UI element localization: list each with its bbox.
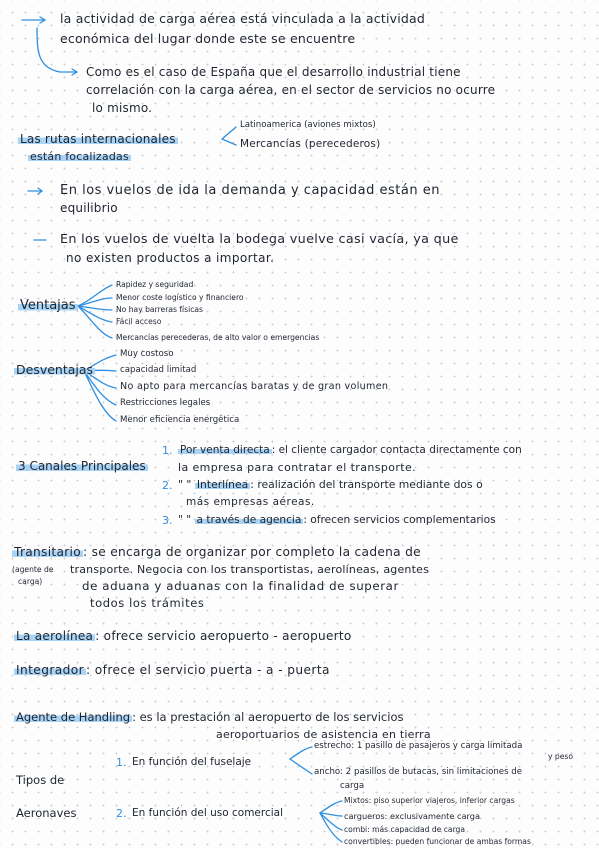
- ventajas-label-text: Ventajas: [20, 298, 76, 313]
- tipos-ancho: ancho: [314, 767, 341, 777]
- integrador-term: Integrador: [16, 663, 85, 677]
- canal-1-number: 1.: [162, 444, 173, 457]
- canal-2-text2: más empresas aéreas.: [186, 496, 315, 508]
- tipos-ancho-line: [314, 768, 522, 777]
- transitario-line2: transporte. Negocia con los transportistas, aerolíneas, agentes: [70, 563, 429, 576]
- outbound-line2: equilibrio: [60, 201, 118, 215]
- canal-3-text: : ofrecen servicios complementarios: [303, 514, 496, 526]
- transitario-line3: de aduana y aduanas con la finalidad de superar: [82, 579, 399, 593]
- transitario-note2: carga): [18, 577, 43, 586]
- tipos-estrecho-desc: : 1 pasillo de pasajeros y carga limitada: [351, 741, 523, 751]
- transitario-note1: (agente de: [12, 565, 54, 574]
- ventajas-item-3: Fácil acceso: [116, 317, 162, 326]
- tipos-estrecho-desc2: y peso: [548, 752, 574, 761]
- transitario-term: Transitario: [14, 545, 81, 559]
- routes-label1: Las rutas internacionales: [20, 132, 176, 146]
- canal-2-ditto: " ": [178, 478, 192, 491]
- desventajas-item-0: Muy costoso: [120, 349, 174, 359]
- routes-label2: están focalizadas: [30, 150, 129, 163]
- ventajas-item-1: Menor coste logístico y financiero: [116, 293, 244, 302]
- handling-term: Agente de Handling: [16, 710, 131, 724]
- integrador-line: [14, 664, 330, 676]
- desventajas-label: [14, 364, 95, 377]
- desventajas-item-2: No apto para mercancías baratas y de gran volumen: [120, 381, 389, 392]
- routes-item2: Mercancías (perecederos): [240, 138, 381, 150]
- intro-line2: económica del lugar donde este se encuentre: [60, 31, 356, 46]
- desventajas-item-3: Restricciones legales: [120, 398, 211, 408]
- tipos-estrecho: estrecho: [314, 741, 352, 751]
- canal-3-number: 3.: [162, 514, 173, 527]
- ventajas-item-2: No hay barreras físicas: [116, 305, 203, 314]
- intro-sub3: lo mismo.: [92, 101, 153, 115]
- transitario-text1: : se encarga de organizar por completo la cadena de: [83, 545, 421, 559]
- tipos-combi: combi: más capacidad de carga: [344, 825, 466, 834]
- desventajas-item-1: capacidad limitad: [120, 365, 197, 375]
- intro-line1: la actividad de carga aérea está vinculada a la actividad: [60, 11, 426, 26]
- ventajas-label: [18, 299, 78, 312]
- ventajas-item-0: Rapidez y seguridad: [116, 280, 194, 289]
- canal-3-ditto: " ": [178, 514, 192, 526]
- canales-label-text: 3 Canales Principales: [18, 459, 146, 473]
- tipos-ancho-desc: : 2 pasillos de butacas, sin limitaciones de: [340, 767, 523, 777]
- outbound-line1: En los vuelos de ida la demanda y capacidad están en: [60, 183, 440, 198]
- aerolinea-text: : ofrece servicio aeropuerto - aeropuerto: [95, 629, 352, 643]
- routes-label-2: [28, 151, 131, 162]
- transitario-line4: todos los trámites: [90, 596, 205, 610]
- tipos-mixtos: Mixtos: piso superior viajeros, inferior cargas: [344, 796, 515, 805]
- canal-1: [178, 445, 522, 456]
- aerolinea-line: [14, 630, 352, 642]
- tipos-f2-number: 2.: [116, 807, 127, 820]
- tipos-label2: Aeronaves: [16, 806, 77, 820]
- intro-sub2: correlación con la carga aérea, en el sector de servicios no ocurre: [86, 83, 496, 97]
- routes-item1: Latinoamerica (aviones mixtos): [240, 120, 376, 130]
- tipos-convertibles: convertibles: pueden funcionar de ambas formas: [344, 837, 531, 846]
- canal-2: [178, 480, 483, 491]
- canal-3-title: a través de agencia: [196, 514, 302, 526]
- canal-1-text2: la empresa para contratar el transporte.: [178, 461, 417, 474]
- canal-1-text: : el cliente cargador contacta directamente con: [271, 444, 522, 456]
- return-line1: En los vuelos de vuelta la bodega vuelve casi vacía, ya que: [60, 232, 459, 247]
- aerolinea-term: La aerolínea: [16, 629, 94, 643]
- tipos-cargueros: cargueros: exclusivamente carga: [344, 811, 480, 821]
- canal-1-title: Por venta directa: [180, 444, 270, 456]
- tipos-estrecho-line: [314, 742, 522, 751]
- routes-label: [18, 133, 178, 145]
- desventajas-label-text: Desventajas: [16, 362, 94, 377]
- tipos-ancho-desc2: carga: [340, 781, 365, 791]
- canal-2-title: Interlínea: [196, 478, 249, 491]
- ventajas-item-4: Mercancías perecederas, de alto valor o emergencias: [116, 333, 320, 342]
- canal-2-number: 2.: [162, 479, 173, 492]
- return-line2: no existen productos a importar.: [66, 251, 275, 265]
- tipos-f1-number: 1.: [116, 756, 127, 769]
- integrador-text: : ofrece el servicio puerta - a - puerta: [86, 663, 330, 677]
- canal-3: [178, 515, 496, 526]
- transitario-line1: [12, 546, 421, 558]
- tipos-f2: En función del uso comercial: [132, 807, 284, 819]
- intro-sub1: Como es el caso de España que el desarrollo industrial tiene: [86, 65, 461, 79]
- tipos-f1: En función del fuselaje: [132, 756, 252, 768]
- handling-line1: [14, 712, 403, 724]
- desventajas-item-4: Menor eficiencia energética: [120, 415, 240, 425]
- handling-text2: aeroportuarios de asistencia en tierra: [216, 728, 431, 741]
- handling-text1: : es la prestación al aeropuerto de los servicios: [132, 710, 404, 724]
- canales-label: [16, 460, 148, 472]
- tipos-label1: Tipos de: [16, 773, 65, 787]
- canal-2-text: : realización del transporte mediante dos o: [250, 478, 483, 491]
